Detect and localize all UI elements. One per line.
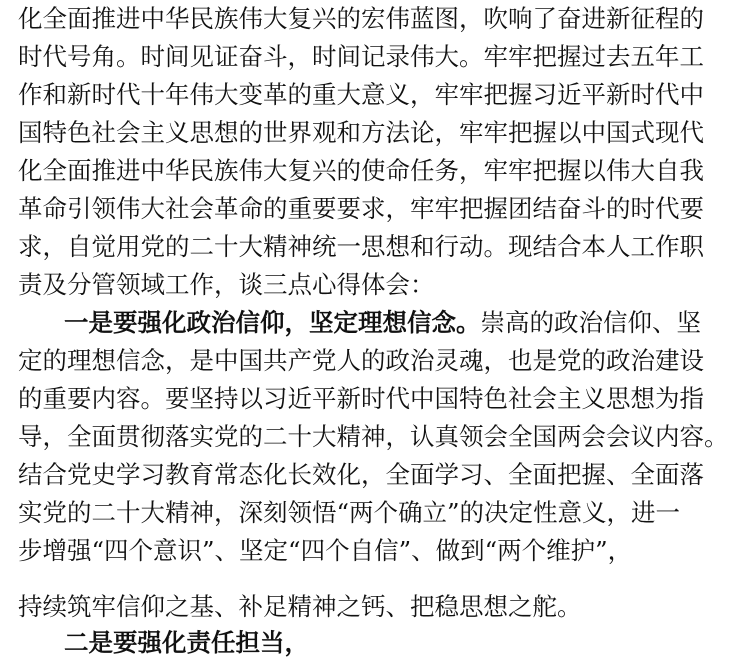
- paragraph-line: 定的理想信念，是中国共产党人的政治灵魂，也是党的政治建设: [18, 346, 704, 375]
- paragraph-line: 革命引领伟大社会革命的重要要求，牢牢把握团结奋斗的时代要: [18, 194, 704, 223]
- paragraph-line: 国特色社会主义思想的世界观和方法论，牢牢把握以中国式现代: [18, 118, 704, 147]
- paragraph-line: 结合党史学习教育常态化长效化，全面学习、全面把握、全面落: [18, 460, 704, 489]
- paragraph-line: 时代号角。时间见证奋斗，时间记录伟大。牢牢把握过去五年工: [18, 42, 704, 71]
- paragraph-line: 步增强“四个意识”、坚定“四个自信”、做到“两个维护”，: [18, 536, 633, 565]
- point-one-first-line: [64, 304, 701, 342]
- paragraph-line: 的重要内容。要坚持以习近平新时代中国特色社会主义思想为指: [18, 384, 704, 413]
- paragraph-line: 持续筑牢信仰之基、补足精神之钙、把稳思想之舵。: [18, 592, 582, 621]
- point-one-heading: 一是要强化政治信仰，坚定理想信念。: [64, 308, 481, 337]
- paragraph-line: 实党的二十大精神，深刻领悟“两个确立”的决定性意义，进一: [18, 498, 681, 527]
- paragraph-line: 导，全面贯彻落实党的二十大精神，认真领会全国两会会议内容。: [18, 422, 729, 451]
- paragraph-line: 作和新时代十年伟大变革的重大意义，牢牢把握习近平新时代中: [18, 80, 704, 109]
- point-one-first-rest: 崇高的政治信仰、坚: [480, 308, 701, 337]
- point-two-heading-partial: 二是要强化责任担当，: [64, 628, 309, 657]
- paragraph-line: 求，自觉用党的二十大精神统一思想和行动。现结合本人工作职: [18, 232, 704, 261]
- paragraph-line: 责及分管领域工作，谈三点心得体会：: [18, 270, 435, 299]
- paragraph-line: 化全面推进中华民族伟大复兴的宏伟蓝图，吹响了奋进新征程的: [18, 4, 704, 33]
- paragraph-line: 化全面推进中华民族伟大复兴的使命任务，牢牢把握以伟大自我: [18, 156, 704, 185]
